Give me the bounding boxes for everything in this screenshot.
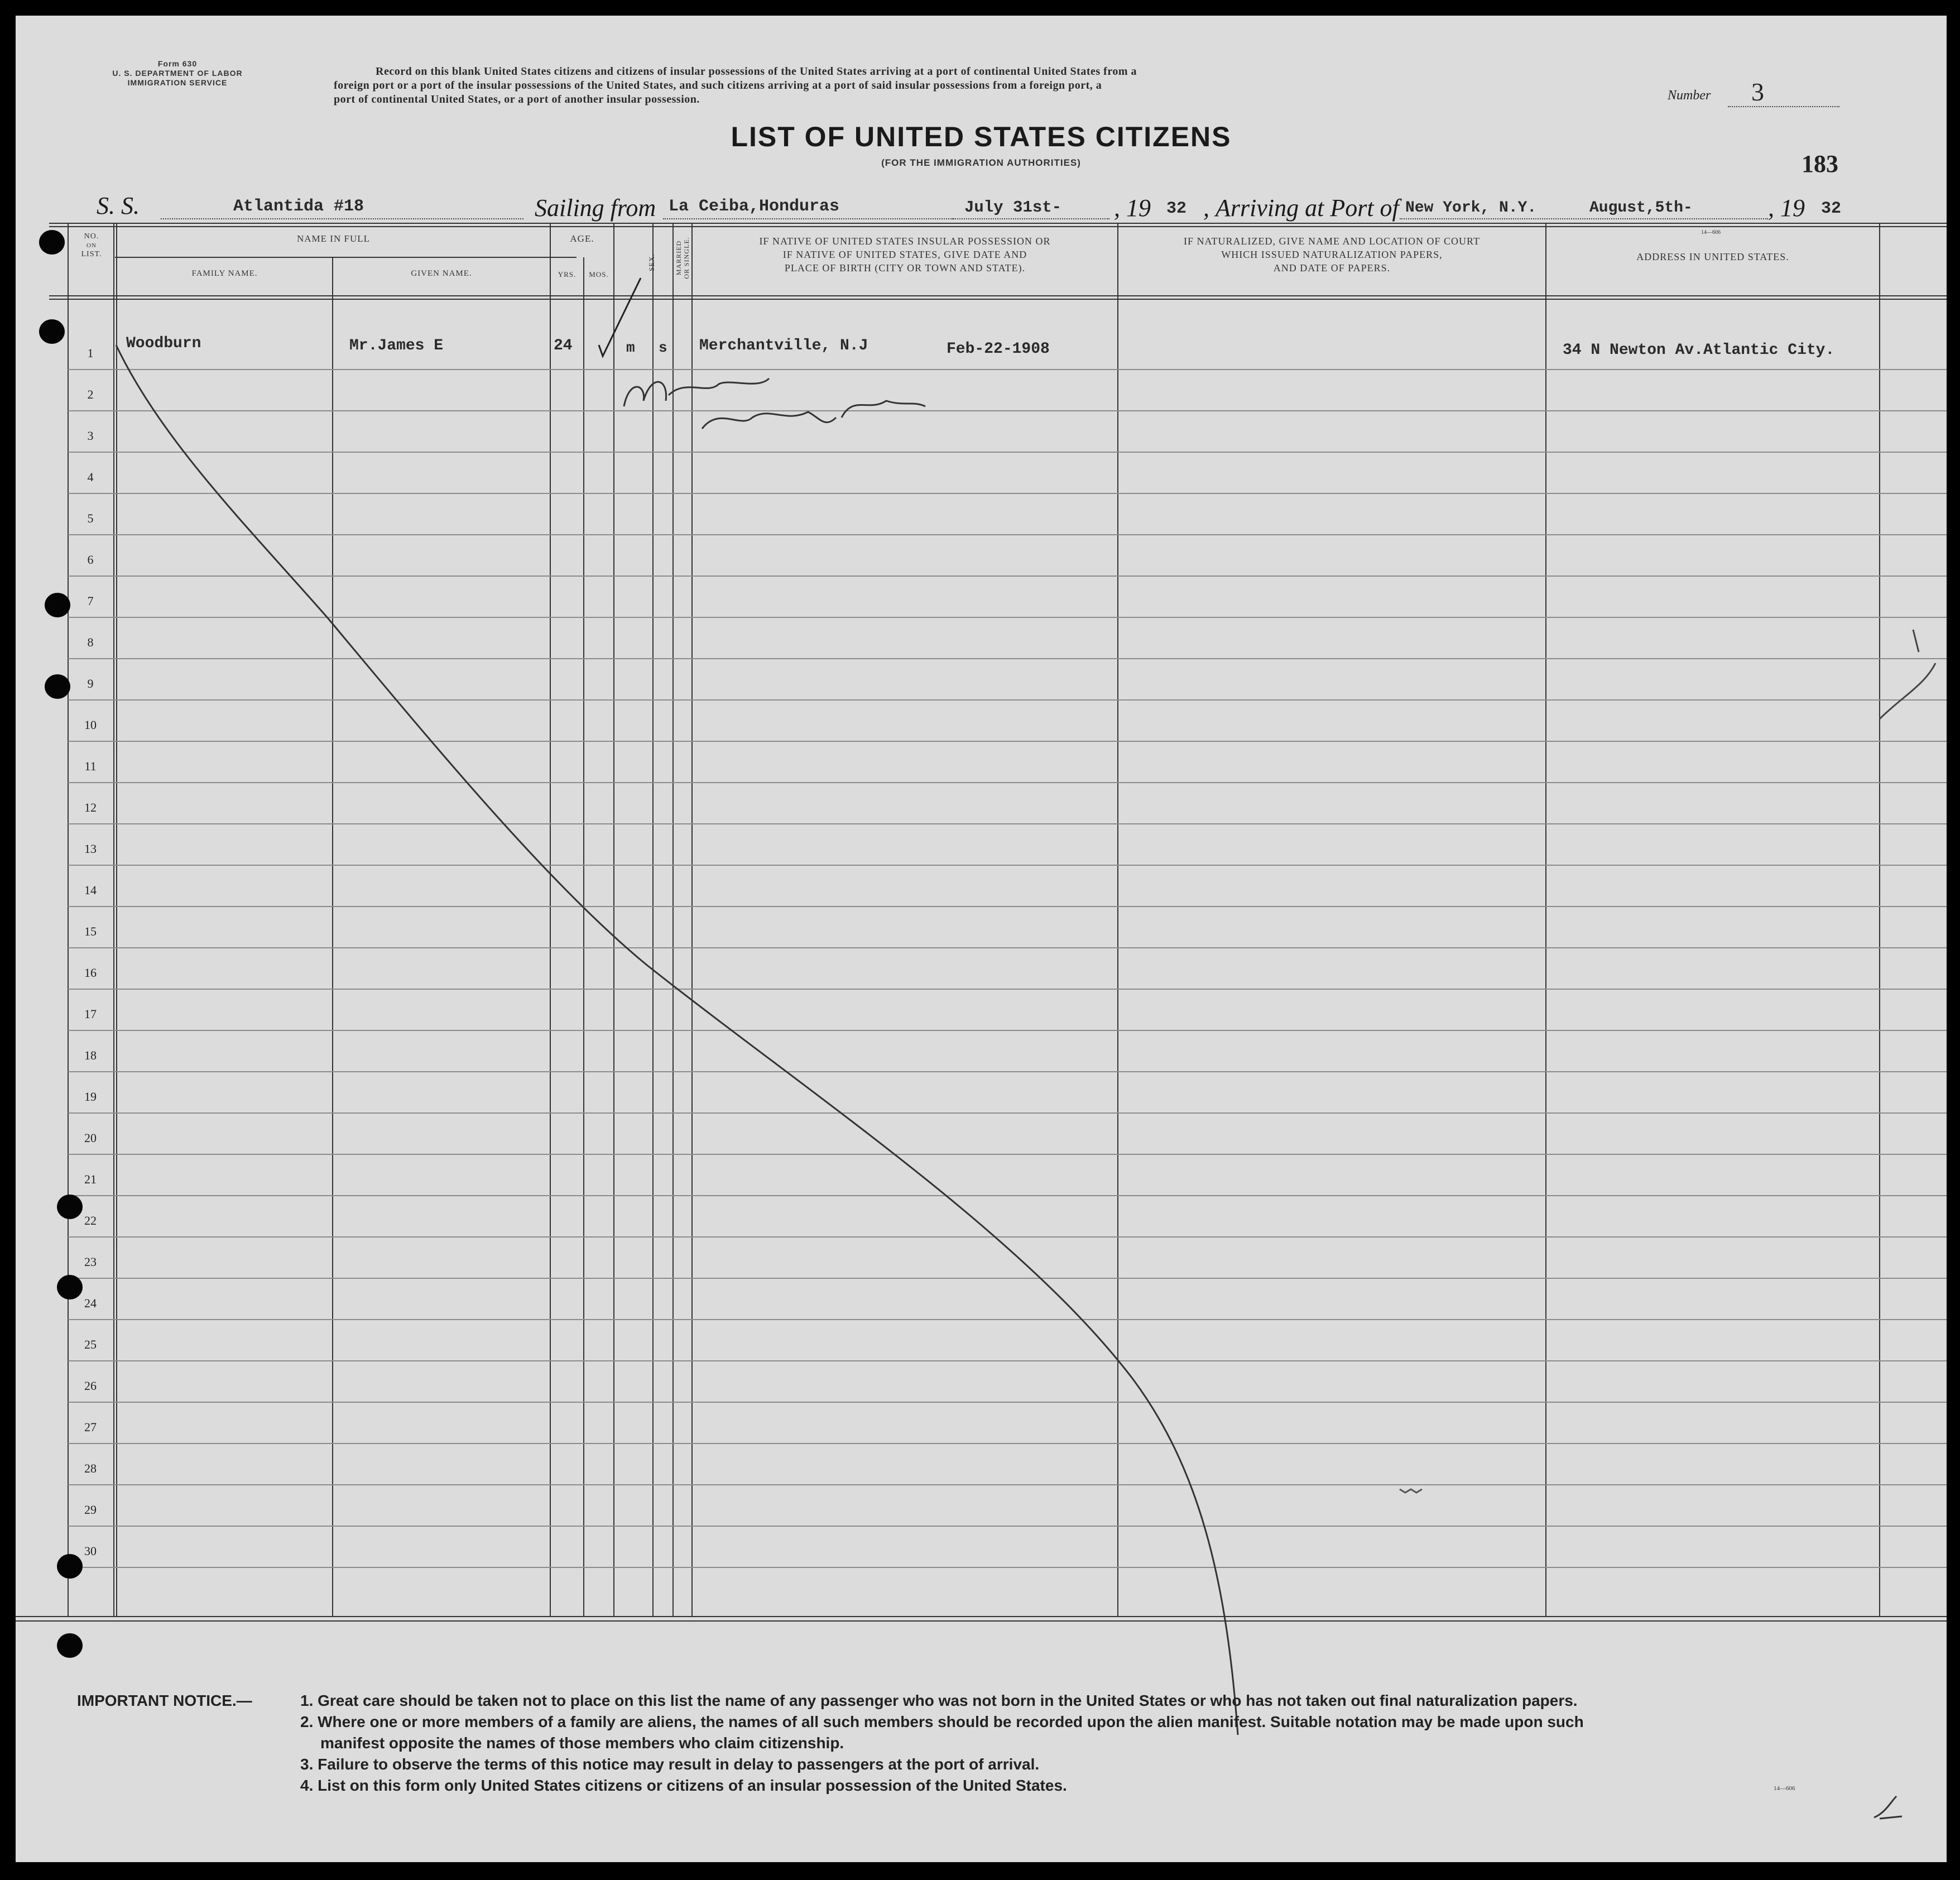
row-number: 9 [87,677,94,690]
stray-mark [1400,1489,1422,1493]
table-grid [16,16,1947,1862]
punch-hole [57,1633,83,1658]
passenger-family-name: Woodburn [126,335,201,352]
col-sex: SEX. [647,253,656,271]
form-number: Form 630 [157,59,198,68]
row-number: 26 [84,1379,97,1393]
sailing-year: 32 [1166,199,1187,218]
punch-hole [45,674,70,699]
arriving-label: , Arriving at Port of [1203,194,1399,222]
number-label: Number [1668,88,1711,103]
col-family-name: FAMILY NAME. [191,269,258,278]
passenger-birth-date: Feb-22-1908 [947,340,1050,358]
row-number: 15 [84,924,97,938]
row-number: 16 [84,966,97,980]
edge-mark [1880,630,1935,719]
row-number: 8 [87,635,94,649]
punch-hole [57,1554,83,1579]
col-married-line-1: MARRIED [675,240,683,276]
row-number: 2 [87,387,94,401]
col-native-line-2: IF NATIVE OF UNITED STATES, GIVE DATE AND [782,249,1027,260]
row-number: 7 [87,594,94,608]
row-number: 27 [84,1420,97,1434]
row-number: 28 [84,1461,97,1475]
col-no-line-3: LIST. [81,250,102,258]
notice-code: 14—606 [1774,1785,1795,1792]
arrival-year-century: 19 [1780,194,1805,222]
punch-hole [45,593,70,617]
row-number: 23 [84,1255,97,1269]
passenger-marital: s [659,339,667,356]
row-number: 20 [84,1131,97,1145]
passenger-birth-place: Merchantville, N.J [699,337,868,354]
col-married-line-2: OR SINGLE. [683,237,690,279]
row-number: 6 [87,553,94,567]
sailing-label: Sailing from [535,194,656,222]
row-number: 19 [84,1090,97,1104]
page-title: LIST OF UNITED STATES CITIZENS [731,121,1232,152]
page-subtitle: (FOR THE IMMIGRATION AUTHORITIES) [881,157,1081,168]
col-naturalized-line-2: WHICH ISSUED NATURALIZATION PAPERS, [1221,249,1443,260]
notice-item-1: 1. Great care should be taken not to place on this list the name of any passenger who was not born in the United States or who has not taken out final naturalization papers. [300,1692,1578,1709]
ship-name: Atlantida #18 [233,197,364,216]
col-native-line-1: IF NATIVE OF UNITED STATES INSULAR POSSESSION OR [759,236,1051,247]
record-instruction-line-1: Record on this blank United States citizens and citizens of insular possessions of the United States arriving at a port of continental United States from a [376,65,1137,78]
row-number: 12 [84,800,97,814]
col-age-yrs: YRS. [558,270,577,279]
row-number: 5 [87,511,94,525]
row-number: 22 [84,1214,97,1227]
sailing-year-century: 19 [1126,194,1151,222]
row-number: 4 [87,470,94,484]
punch-hole [57,1275,83,1299]
passenger-sex: m [626,339,635,356]
row-number: 21 [84,1172,97,1186]
row-number: 24 [84,1296,97,1310]
record-instruction-line-3: port of continental United States, or a port of another insular possession. [334,93,700,105]
col-native [692,234,1118,275]
row-number: 30 [84,1544,97,1558]
punch-hole [39,319,65,344]
col-age-mos: MOS. [589,270,609,279]
col-no-line-1: NO. [84,232,99,241]
col-name-in-full: NAME IN FULL [297,233,370,244]
punch-hole [57,1195,83,1219]
arrival-year-prefix: , 19 [1768,194,1805,222]
service-name: IMMIGRATION SERVICE [127,78,228,87]
sailing-date: July 31st- [964,198,1062,217]
row-number: 29 [84,1503,97,1517]
col-native-line-3: PLACE OF BIRTH (CITY OR TOWN AND STATE). [784,262,1026,274]
punch-hole [39,230,65,255]
arriving-label-text: Arriving at Port of [1216,194,1399,222]
ss-label: S. S. [97,192,140,219]
passenger-address: 34 N Newton Av.Atlantic City. [1563,342,1835,359]
record-instruction-line-2: foreign port or a port of the insular possessions of the United States, and such citizens arriving at a port of said insular possessions from a foreign port, a [334,79,1102,92]
notice-item-4: 4. List on this form only United States citizens or citizens of an insular possession of the United States. [300,1777,1067,1794]
notice-item-2-cont: manifest opposite the names of those members who claim citizenship. [320,1734,844,1752]
col-naturalized [1118,234,1546,275]
passenger-age-yrs: 24 [554,337,573,354]
arrival-year: 32 [1821,199,1842,218]
row-number: 14 [84,883,97,897]
print-code: 14—606 [1701,229,1721,236]
notice-item-3: 3. Failure to observe the terms of this notice may result in delay to passengers at the port of arrival. [300,1756,1040,1773]
col-no-on-list [69,232,114,259]
row-number: 17 [84,1007,97,1021]
arriving-date: August,5th- [1589,199,1693,217]
row-number: 10 [84,718,97,732]
notice-items [300,1690,1908,1796]
row-number: 3 [87,429,94,443]
page-number: 183 [1802,150,1838,178]
document-page [16,16,1947,1862]
row-number: 11 [84,759,97,773]
row-number: 18 [84,1048,97,1062]
sailing-from: La Ceiba,Honduras [669,197,840,216]
passenger-given-name: Mr.James E [349,337,444,354]
col-no-line-2: ON [87,242,97,249]
inspector-signature [624,378,769,406]
col-address: ADDRESS IN UNITED STATES. [1636,251,1789,262]
row-number: 1 [87,346,94,360]
col-age: AGE. [570,233,594,244]
arriving-port: New York, N.Y. [1405,199,1537,217]
notice-heading: IMPORTANT NOTICE.— [77,1692,252,1709]
corner-mark [1874,1796,1902,1819]
notice-item-2: 2. Where one or more members of a family are aliens, the names of all such members should be recorded upon the alien manifest. Suitable notation may be made upon such [300,1713,1584,1730]
sailing-year-prefix: , 19 [1114,194,1151,222]
row-number: 13 [84,842,97,856]
inspector-signature-2 [702,401,925,429]
row-number: 25 [84,1337,97,1351]
department-name: U. S. DEPARTMENT OF LABOR [112,69,243,78]
col-given-name: GIVEN NAME. [411,269,472,278]
col-naturalized-line-3: AND DATE OF PAPERS. [1273,262,1391,274]
col-naturalized-line-1: IF NATURALIZED, GIVE NAME AND LOCATION OF COURT [1184,236,1480,247]
number-value: 3 [1751,78,1764,106]
col-married [675,222,690,294]
